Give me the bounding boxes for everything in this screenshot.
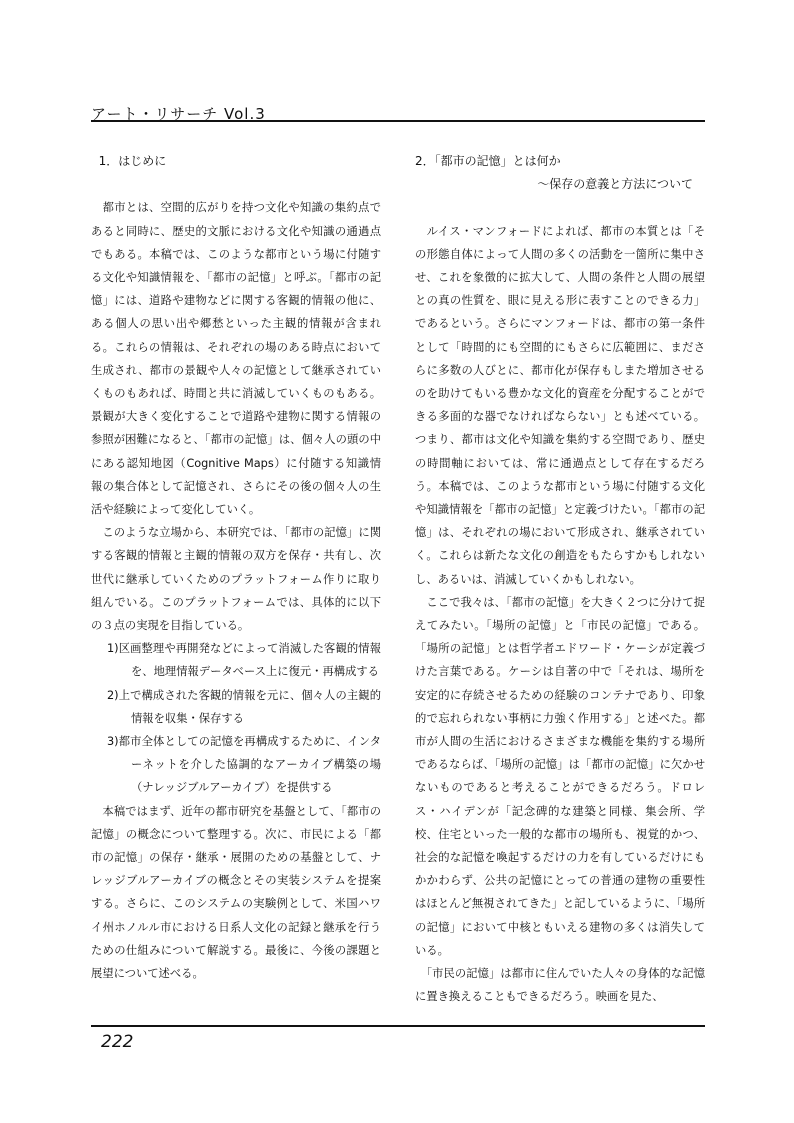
- spacer: [91, 173, 381, 196]
- goal-list-item: 2)上で構成された客観的情報を元に、個々人の主観的情報を収集・保存する: [107, 688, 381, 725]
- section-2-paragraph: ルイス・マンフォードによれば、都市の本質とは「その形態自体によって人間の多くの活動を一箇所に集中させ、これを象徴的に拡大して、人間の条件と人間の展望との真の性質を、眼に見える形に表すことのできる力」であるという。さらにマンフォードは、都市の第一条件として「時間的にも空間的にもさらに広範囲に、まださらに多数の人びとに、都市化が保存もしまた増加させるのを助けてもいる豊かな文化的資産を分配することができる多面的な器でなければならない」とも述べている。つまり、都市は文化や知識を集約する空間であり、歴史の時間軸においては、常に通過点として存在するだろう。本稿では、このような都市という場に付随する文化や知識情報を「都市の記憶」と定義づけたい。「都市の記憶」は、それぞれの場において形成され、継承されていく。これらは新たな文化の創造をもたらすかもしれないし、あるいは、消滅していくかもしれない。: [415, 224, 705, 586]
- left-column: [91, 150, 381, 985]
- goal-list-item: 1)区画整理や再開発などによって消滅した客観的情報を、地理情報データベース上に復元・再構成する: [107, 642, 381, 679]
- section-1-paragraph: 都市とは、空間的広がりを持つ文化や知識の集約点であると同時に、歴史的文脈における文化や知識の通過点でもある。本稿では、このような都市という場に付随する文化や知識情報を、「都市の記憶」と呼ぶ。「都市の記憶」には、道路や建物などに関する客観的情報の他に、ある個人の思い出や郷愁といった主観的情報が含まれる。これらの情報は、それぞれの場のある時点において生成され、都市の景観や人々の記憶として継承されていくものもあれば、時間と共に消滅していくものもある。景観が大きく変化することで道路や建物に関する情報の参照が困難になると、「都市の記憶」は、個々人の頭の中にある認知地図（Cognitive Maps）に付随する知識情報の集合体として記憶され、さらにその後の個々人の生活や経験によって変化していく。: [91, 201, 381, 517]
- section-1-closing-paragraph: 本稿ではまず、近年の都市研究を基盤として、「都市の記憶」の概念について整理する。次に、市民による「都市の記憶」の保存・継承・展開のための基盤として、ナレッジブルアーカイブの概念とその実装システムを提案する。さらに、このシステムの実験例として、米国ハワイ州ホノルル市における日系人文化の記録と継承を行うための仕組みについて解説する。最後に、今後の課題と展望について述べる。: [91, 804, 381, 981]
- page-number: 222: [101, 1032, 134, 1052]
- spacer: [415, 196, 705, 219]
- section-2-paragraph: 「市民の記憶」は都市に住んでいた人々の身体的な記憶に置き換えることもできるだろう。映画を見た、: [415, 967, 705, 1004]
- header-rule: [91, 120, 705, 122]
- section-1-paragraph: このような立場から、本研究では、「都市の記憶」に関する客観的情報と主観的情報の双方を保存・共有し、次世代に継承していくためのプラットフォーム作りに取り組んでいる。このプラットフォームでは、具体的に以下の３点の実現を目指している。: [91, 526, 381, 633]
- section-2-paragraph: ここで我々は、「都市の記憶」を大きく２つに分けて捉えてみたい。「場所の記憶」と「市民の記憶」である。「場所の記憶」とは哲学者エドワード・ケーシが定義づけた言葉である。ケーシは自著の中で「それは、場所を安定的に存続させるための経験のコンテナであり、印象的で忘れられない事柄に力強く作用する」と述べた。都市が人間の生活におけるさまざまな機能を集約する場所であるならば、「場所の記憶」は「都市の記憶」に欠かせないものであると考えることができるだろう。ドロレス・ハイデンが「記念碑的な建築と同様、集会所、学校、住宅といった一般的な都市の場所も、視覚的かつ、社会的な記憶を喚起するだけの力を有しているだけにもかかわらず、公共の記憶にとっての普通の建物の重要性はほとんど無視されてきた」と記しているように、「場所の記憶」において中核ともいえる建物の多くは消失している。: [415, 595, 705, 957]
- footer-rule: [91, 1025, 705, 1027]
- goal-list-item: 3)都市全体としての記憶を再構成するために、インターネットを介した協調的なアーカイブ構築の場（ナレッジブルアーカイブ）を提供する: [107, 735, 381, 795]
- section-1-heading: 1．はじめに: [91, 154, 167, 168]
- goal-list: [91, 637, 381, 799]
- header-title: アート・リサーチ Vol.3: [91, 105, 266, 123]
- right-column: [415, 150, 705, 1009]
- section-2-subheading: ～保存の意義と方法について: [537, 177, 693, 192]
- section-2-heading: 2．「都市の記憶」とは何か: [415, 154, 561, 168]
